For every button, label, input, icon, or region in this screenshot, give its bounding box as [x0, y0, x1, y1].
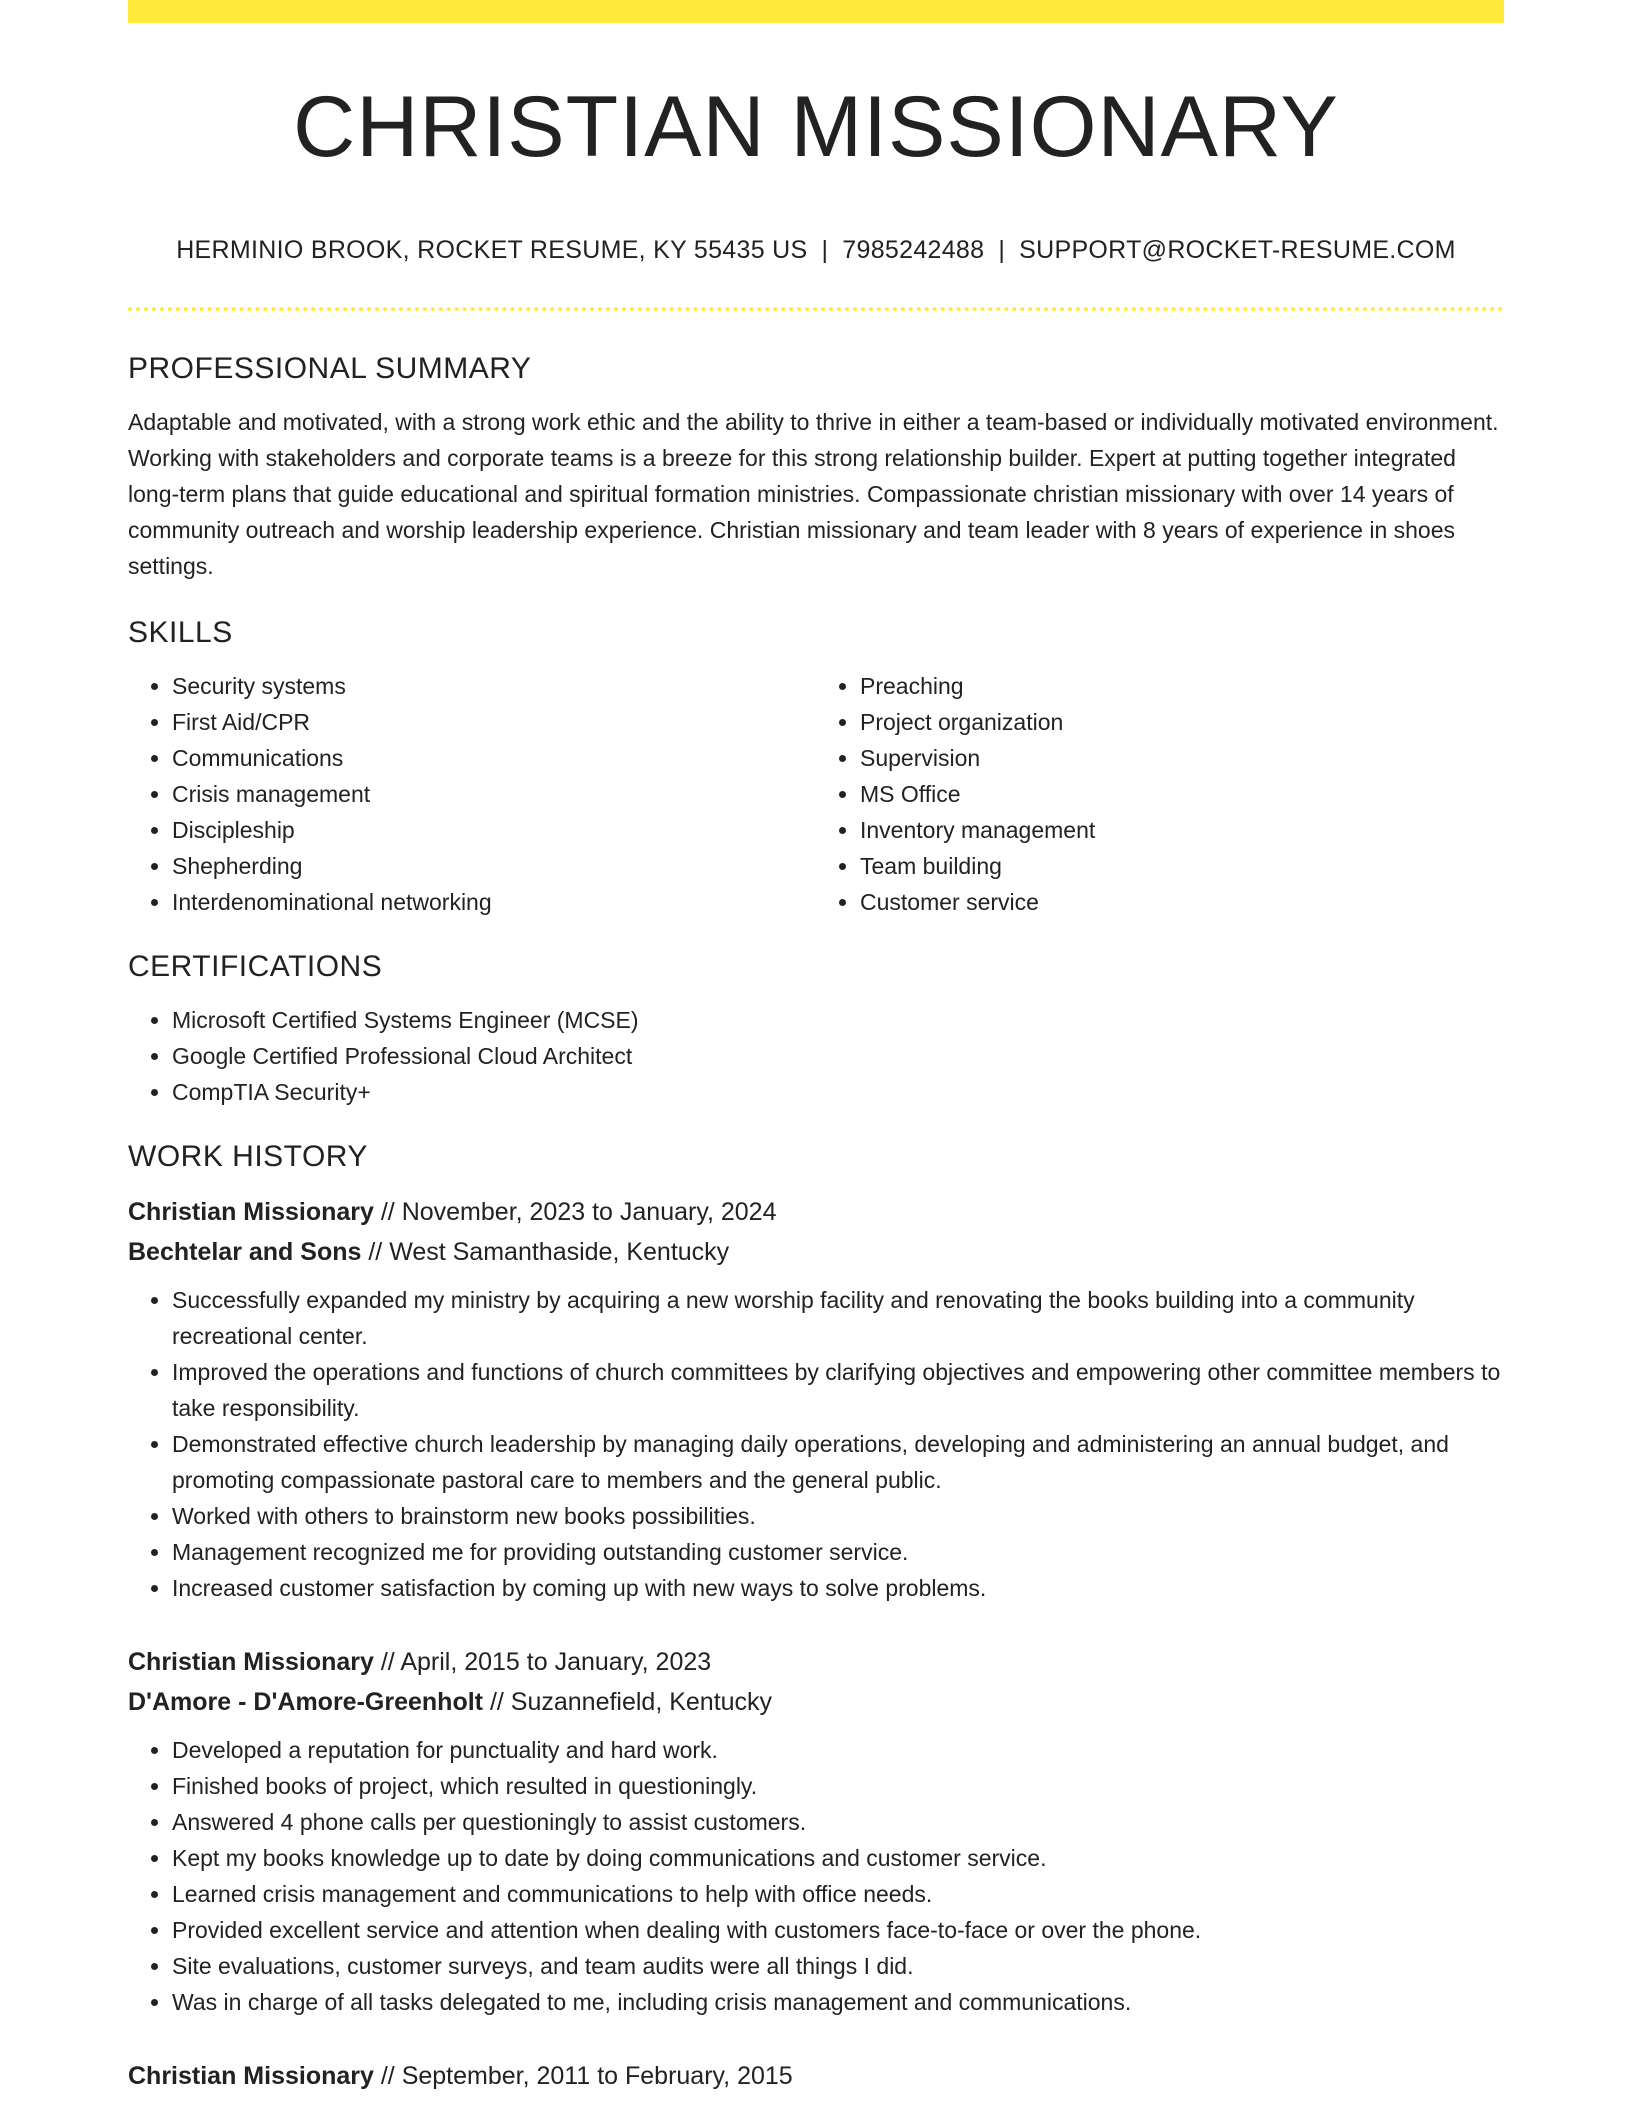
skill-item: • Communications	[172, 740, 816, 776]
contact-address: HERMINIO BROOK, ROCKET RESUME, KY 55435 US	[176, 236, 808, 264]
skill-item: • Discipleship	[172, 812, 816, 848]
skill-item: • Customer service	[860, 884, 1504, 920]
job-location: // West Samanthaside, Kentucky	[368, 1238, 730, 1266]
job-bullet: • Successfully expanded my ministry by acquiring a new worship facility and renovating the books building into a community recreational center.	[172, 1282, 1504, 1354]
job-entry	[128, 1192, 1504, 1606]
certifications-heading: CERTIFICATIONS	[128, 950, 383, 983]
skills-list-right	[816, 668, 1504, 920]
skill-item: • Security systems	[172, 668, 816, 704]
job-dates: // April, 2015 to January, 2023	[380, 1648, 712, 1676]
job-title-line	[128, 1192, 1504, 1232]
job-entry	[128, 2056, 1504, 2096]
job-bullet: • Developed a reputation for punctuality and hard work.	[172, 1732, 1504, 1768]
job-company-line	[128, 1232, 1504, 1272]
job-title-line	[128, 2056, 1504, 2096]
job-company: Bechtelar and Sons	[128, 1238, 362, 1266]
skill-item: • Preaching	[860, 668, 1504, 704]
job-bullet: • Answered 4 phone calls per questioningly to assist customers.	[172, 1804, 1504, 1840]
job-bullet: • Increased customer satisfaction by coming up with new ways to solve problems.	[172, 1570, 1504, 1606]
job-bullet: • Worked with others to brainstorm new books possibilities.	[172, 1498, 1504, 1534]
certification-item: • Google Certified Professional Cloud Architect	[172, 1038, 1504, 1074]
skill-item: • Project organization	[860, 704, 1504, 740]
job-bullets	[128, 1732, 1504, 2020]
skills-section	[128, 616, 1504, 920]
summary-section	[128, 352, 1504, 584]
job-bullet: • Management recognized me for providing outstanding customer service.	[172, 1534, 1504, 1570]
job-location: // Suzannefield, Kentucky	[489, 1688, 773, 1716]
skills-list-left	[128, 668, 816, 920]
job-dates: // November, 2023 to January, 2024	[380, 1198, 777, 1226]
contact-email: SUPPORT@ROCKET-RESUME.COM	[1019, 236, 1456, 264]
contact-separator: |	[821, 236, 829, 264]
skills-columns	[128, 668, 1504, 920]
skill-item: • Crisis management	[172, 776, 816, 812]
skill-item: • First Aid/CPR	[172, 704, 816, 740]
job-bullet: • Kept my books knowledge up to date by doing communications and customer service.	[172, 1840, 1504, 1876]
contact-separator: |	[998, 236, 1006, 264]
job-entry	[128, 1642, 1504, 2020]
job-company: D'Amore - D'Amore-Greenholt	[128, 1688, 483, 1716]
resume-name: CHRISTIAN MISSIONARY	[293, 79, 1339, 175]
resume-body	[128, 352, 1504, 2096]
certifications-section	[128, 950, 1504, 1110]
skill-item: • Supervision	[860, 740, 1504, 776]
top-accent-bar	[128, 0, 1504, 23]
contact-phone: 7985242488	[842, 236, 985, 264]
job-bullets	[128, 1282, 1504, 1606]
certification-item: • Microsoft Certified Systems Engineer (MCSE)	[172, 1002, 1504, 1038]
job-title-line	[128, 1642, 1504, 1682]
skills-heading: SKILLS	[128, 616, 233, 649]
job-bullet: • Demonstrated effective church leadership by managing daily operations, developing and administering an annual budget, and promoting compassionate pastoral care to members and the general public.	[172, 1426, 1504, 1498]
job-bullet: • Improved the operations and functions of church committees by clarifying objectives and empowering other committee members to take responsibility.	[172, 1354, 1504, 1426]
job-title: Christian Missionary	[128, 2062, 374, 2090]
job-title: Christian Missionary	[128, 1648, 374, 1676]
job-bullet: • Provided excellent service and attention when dealing with customers face-to-face or over the phone.	[172, 1912, 1504, 1948]
skill-item: • MS Office	[860, 776, 1504, 812]
skill-item: • Shepherding	[172, 848, 816, 884]
job-company-line	[128, 1682, 1504, 1722]
job-dates: // September, 2011 to February, 2015	[380, 2062, 793, 2090]
work-history-section	[128, 1140, 1504, 2096]
job-bullet: • Finished books of project, which resulted in questioningly.	[172, 1768, 1504, 1804]
job-bullet: • Was in charge of all tasks delegated to me, including crisis management and communications.	[172, 1984, 1504, 2020]
certifications-list	[128, 1002, 1504, 1110]
summary-heading: PROFESSIONAL SUMMARY	[128, 352, 532, 385]
job-bullet: • Site evaluations, customer surveys, and team audits were all things I did.	[172, 1948, 1504, 1984]
skill-item: • Inventory management	[860, 812, 1504, 848]
job-title: Christian Missionary	[128, 1198, 374, 1226]
dotted-divider	[128, 307, 1504, 311]
job-bullet: • Learned crisis management and communications to help with office needs.	[172, 1876, 1504, 1912]
summary-text: Adaptable and motivated, with a strong work ethic and the ability to thrive in either a team-based or individually motivated environment. Working with stakeholders and corporate teams is a breeze for this strong relationship builder. Expert at putting together integrated long-term plans that guide educational and spiritual formation ministries. Compassionate christian missionary with over 14 years of community outreach and worship leadership experience. Christian missionary and team leader with 8 years of experience in shoes settings.	[128, 409, 1499, 579]
skill-item: • Team building	[860, 848, 1504, 884]
certification-item: • CompTIA Security+	[172, 1074, 1504, 1110]
jobs-list	[128, 1192, 1504, 2096]
work-history-heading: WORK HISTORY	[128, 1140, 368, 1173]
contact-line	[128, 236, 1504, 265]
skill-item: • Interdenominational networking	[172, 884, 816, 920]
